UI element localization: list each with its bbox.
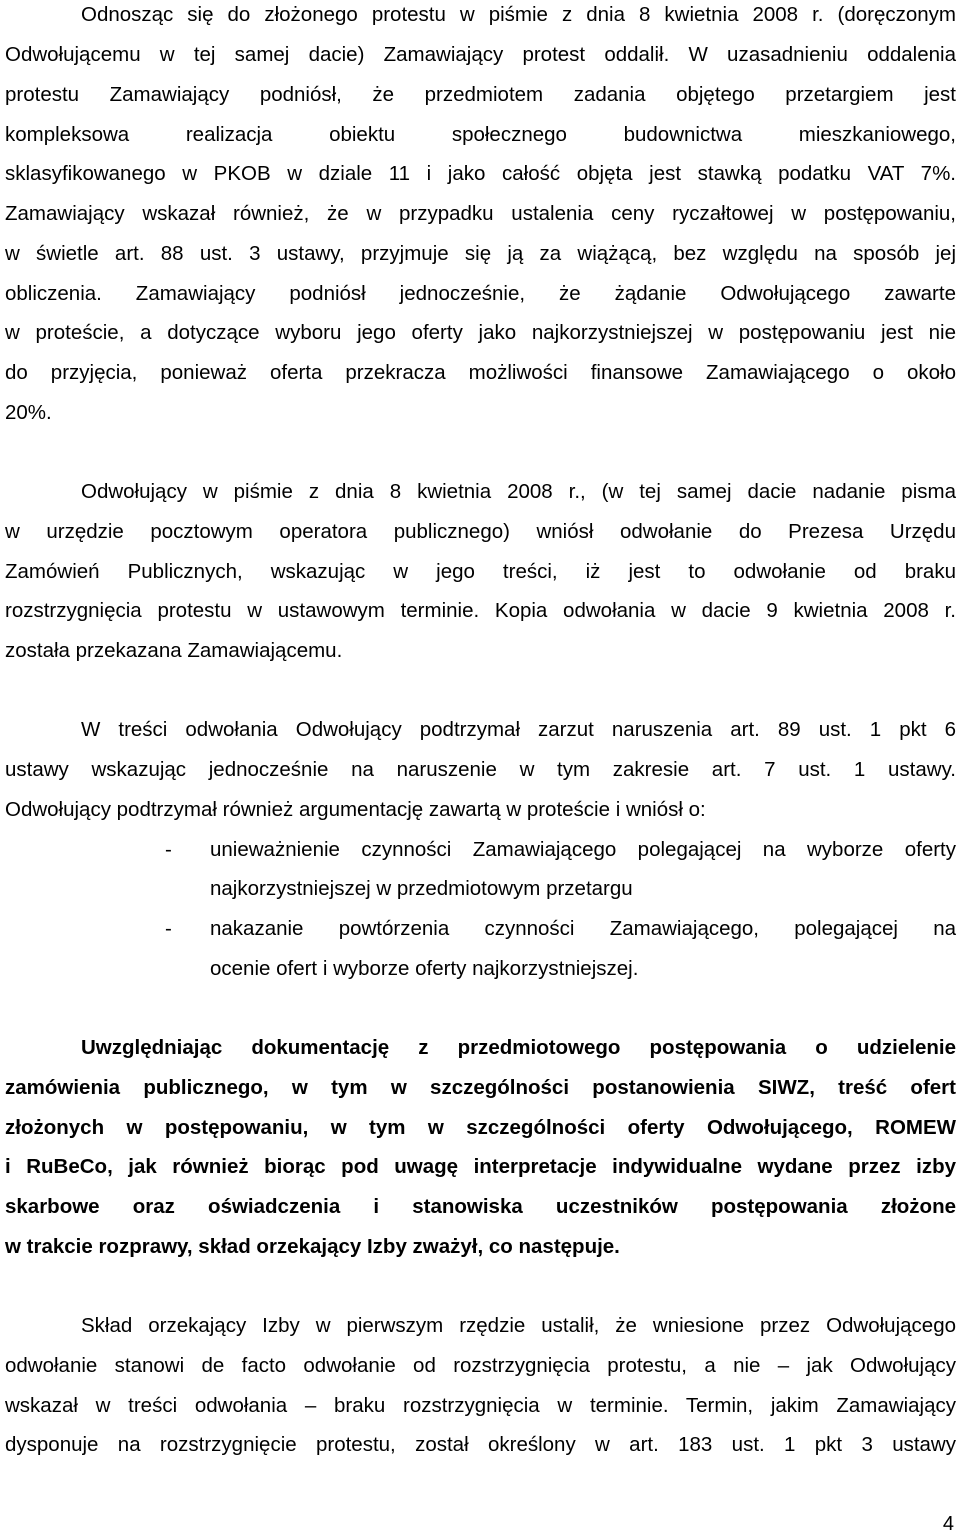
paragraph-1-line: 20%. <box>5 401 52 424</box>
paragraph-1-line: do przyjęcia, ponieważ oferta przekracza możliwości finansowe Zamawiającego o około <box>5 361 956 384</box>
paragraph-1-line: Odnosząc się do złożonego protestu w piśmie z dnia 8 kwietnia 2008 r. (doręczonym <box>81 3 956 26</box>
paragraph-4-line: skarbowe oraz oświadczenia i stanowiska uczestników postępowania złożone <box>5 1195 956 1218</box>
paragraph-4-line: i RuBeCo, jak również biorąc pod uwagę interpretacje indywidualne wydane przez izby <box>5 1155 956 1178</box>
paragraph-4-line: zamówienia publicznego, w tym w szczególności postanowienia SIWZ, treść ofert <box>5 1076 956 1099</box>
page-number: 4 <box>942 1513 954 1535</box>
list-item-line: nakazanie powtórzenia czynności Zamawiającego, polegającej na <box>210 917 956 940</box>
paragraph-2-line: Odwołujący w piśmie z dnia 8 kwietnia 2008 r., (w tej samej dacie nadanie pisma <box>81 480 956 503</box>
paragraph-2-line: rozstrzygnięcia protestu w ustawowym terminie. Kopia odwołania w dacie 9 kwietnia 2008 r. <box>5 599 956 622</box>
list-item-line: ocenie ofert i wyborze oferty najkorzystniejszej. <box>210 957 639 980</box>
paragraph-3-line: W treści odwołania Odwołujący podtrzymał zarzut naruszenia art. 89 ust. 1 pkt 6 <box>81 718 956 741</box>
paragraph-5-line: Skład orzekający Izby w pierwszym rzędzie ustalił, że wniesione przez Odwołującego <box>81 1314 956 1337</box>
paragraph-4-line: złożonych w postępowaniu, w tym w szczególności oferty Odwołującego, ROMEW <box>5 1116 956 1139</box>
paragraph-2-line: została przekazana Zamawiającemu. <box>5 639 343 662</box>
paragraph-3-line: Odwołujący podtrzymał również argumentację zawartą w proteście i wniósł o: <box>5 798 706 821</box>
paragraph-2-line: w urzędzie pocztowym operatora publicznego) wniósł odwołanie do Prezesa Urzędu <box>5 520 956 543</box>
list-dash: - <box>165 917 172 940</box>
paragraph-1-line: Zamawiający wskazał również, że w przypadku ustalenia ceny ryczałtowej w postępowaniu, <box>5 202 956 225</box>
list-item-line: unieważnienie czynności Zamawiającego polegającej na wyborze oferty <box>210 838 956 861</box>
list-dash: - <box>165 838 172 861</box>
paragraph-4-line: Uwzględniając dokumentację z przedmiotowego postępowania o udzielenie <box>81 1036 956 1059</box>
paragraph-5-line: odwołanie stanowi de facto odwołanie od rozstrzygnięcia protestu, a nie – jak Odwołujący <box>5 1354 956 1377</box>
paragraph-5-line: dysponuje na rozstrzygnięcie protestu, został określony w art. 183 ust. 1 pkt 3 ustawy <box>5 1433 956 1456</box>
paragraph-1-line: sklasyfikowanego w PKOB w dziale 11 i jako całość objęta jest stawką podatku VAT 7%. <box>5 162 956 185</box>
paragraph-1-line: Odwołującemu w tej samej dacie) Zamawiający protest oddalił. W uzasadnieniu oddalenia <box>5 43 956 66</box>
paragraph-1-line: w świetle art. 88 ust. 3 ustawy, przyjmuje się ją za wiążącą, bez względu na sposób jej <box>5 242 956 265</box>
paragraph-3-line: ustawy wskazując jednocześnie na naruszenie w tym zakresie art. 7 ust. 1 ustawy. <box>5 758 956 781</box>
paragraph-5-line: wskazał w treści odwołania – braku rozstrzygnięcia w terminie. Termin, jakim Zamawiający <box>5 1394 956 1417</box>
paragraph-1-line: w proteście, a dotyczące wyboru jego oferty jako najkorzystniejszej w postępowaniu jest nie <box>5 321 956 344</box>
paragraph-1-line: obliczenia. Zamawiający podniósł jednocześnie, że żądanie Odwołującego zawarte <box>5 282 956 305</box>
paragraph-1-line: protestu Zamawiający podniósł, że przedmiotem zadania objętego przetargiem jest <box>5 83 956 106</box>
list-item-line: najkorzystniejszej w przedmiotowym przetargu <box>210 877 633 900</box>
paragraph-2-line: Zamówień Publicznych, wskazując w jego treści, iż jest to odwołanie od braku <box>5 560 956 583</box>
paragraph-1-line: kompleksowa realizacja obiektu społecznego budownictwa mieszkaniowego, <box>5 123 956 146</box>
paragraph-4-line: w trakcie rozprawy, skład orzekający Izby zważył, co następuje. <box>5 1235 620 1258</box>
